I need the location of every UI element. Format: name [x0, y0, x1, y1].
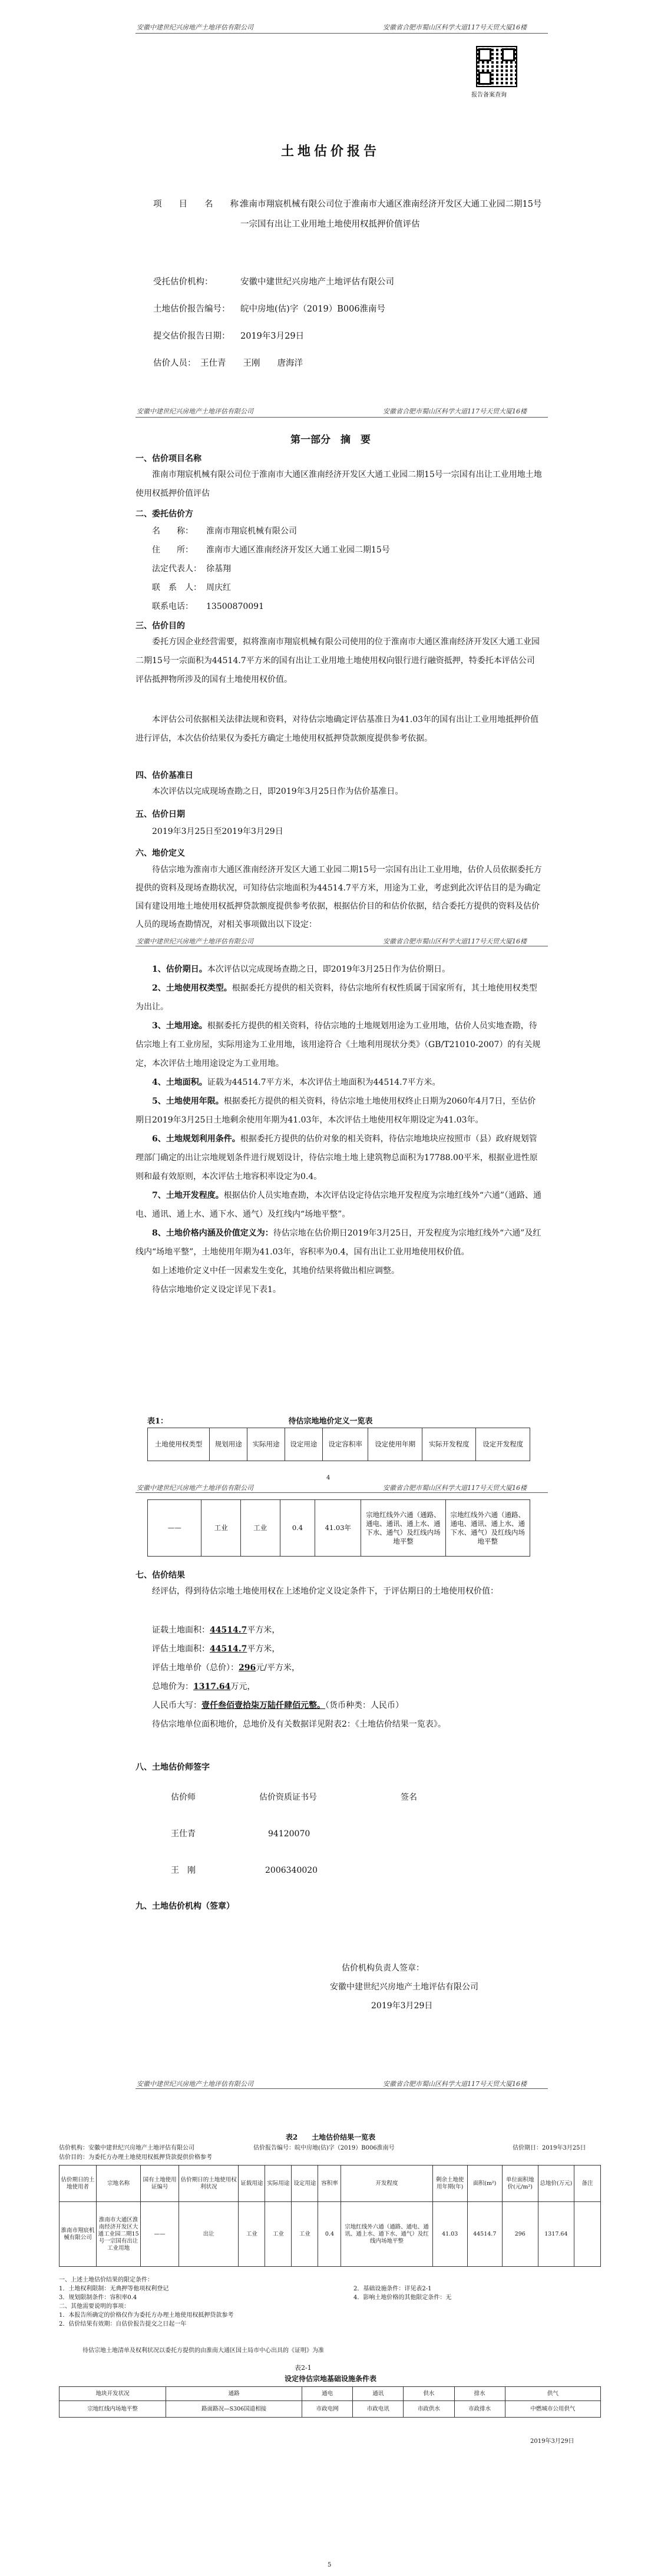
client-contact-label: 联 系 人：	[152, 583, 201, 592]
client-phone: 13500870091	[206, 602, 264, 611]
org-name: 安徽中建世纪兴房地产土地评估有限公司	[330, 1982, 478, 1992]
s7-currency-row: 人民币大写：壹仟叁佰壹拾柒万陆仟肆佰元整。（货币种类：人民币）	[152, 1701, 404, 1710]
sig-cert-1: 94120070	[268, 1829, 310, 1839]
s4-title: 四、估价基准日	[135, 771, 193, 780]
s8-title: 八、土地估价师签字	[135, 1763, 210, 1772]
s7-area-row: 证载土地面积：44514.7平方米，	[152, 1625, 280, 1635]
agency-name: 安徽中建世纪兴房地产土地评估有限公司	[240, 277, 394, 287]
client-rep: 徐基翔	[206, 564, 231, 574]
sig-name-2: 王 刚	[171, 1866, 196, 1875]
table2-notes-left: 一、上述土地估价结果的限定条件： 1．土地权利限制：无典押等他项权利登记 3．规划限制条件：容积率0.4 二、其他需要说明的事项： 1．本报告所确定的价格仅作为委托方办理土地使用权抵押贷款参考 2．估价结果有效期：自估价报告提交之日起一年	[59, 2277, 234, 2327]
client-addr: 淮南市大通区淮南经济开发区大通工业园二期15号	[206, 545, 390, 555]
header-right: 安徽省合肥市蜀山区科学大道117号天贸大厦16楼	[383, 408, 527, 415]
part-title: 第一部分 摘 要	[290, 434, 371, 446]
table2-1: 地块开发状况 通路 通电 通讯 供水 排水 供气 宗地红线内场地平整 路面路况—S306国道相接 市政电网 市政电讯 市政供水 市政排水 中燃城市公用供气	[59, 2386, 601, 2418]
list-item: 1、估价期日。本次评估以完成现场查勘之日，即2019年3月25日作为估价期日。	[152, 965, 451, 974]
sig-header-2: 估价资质证书号	[259, 1793, 317, 1802]
header-right: 安徽省合肥市蜀山区科学大道117号天贸大厦16楼	[383, 2080, 527, 2088]
project-label: 项 目 名 称：	[153, 200, 247, 209]
s7-area: 44514.7	[210, 1625, 247, 1635]
header-right: 安徽省合肥市蜀山区科学大道117号天贸大厦16楼	[383, 938, 527, 945]
sig-header-3: 签名	[401, 1793, 417, 1802]
table2-notes-right: 2．基础设施条件：详见表2-1 4．影响土地价格的其他限定条件：无	[353, 2286, 452, 2301]
page-number: 5	[328, 2562, 332, 2568]
s7-total: 1317.64	[193, 1682, 231, 1691]
table-row: 宗地红线内场地平整 路面路况—S306国道相接 市政电网 市政电讯 市政供水 市政排水 中燃城市公用供气	[60, 2401, 601, 2418]
report-title: 土地估价报告	[280, 144, 380, 159]
sig-header-1: 估价师	[171, 1793, 196, 1802]
s2-title: 二、委托估价方	[135, 509, 193, 519]
table1-title: 待估宗地地价定义一览表	[288, 1417, 373, 1426]
s7-unit-price-row: 评估土地单价（总价）：296元/平方米，	[152, 1663, 300, 1673]
table2-title: 表2 土地估价结果一览表	[285, 2133, 376, 2141]
client-phone-label: 联系电话：	[152, 602, 193, 611]
list-item: 6、土地规划利用条件。根据委托方提供的估价对象的相关资料，待估宗地地块应按照市（县）政府规划管理部门确定的出让宗地规划条件进行规划设计，待估宗地土地上建筑物总面积为17788.00平米，根据业进性原则和最有效原则，本次评估土地容积率设定为0.4。	[135, 1134, 538, 1181]
table2-org: 估价机构：安徽中建世纪兴房地产土地评估有限公司	[59, 2145, 194, 2151]
header-left: 安徽中建世纪兴房地产土地评估有限公司	[137, 938, 253, 945]
header-right: 安徽省合肥市蜀山区科学大道117号天贸大厦16楼	[383, 1484, 527, 1492]
list-item: 3、土地用途。根据委托方提供的相关资料，待估宗地的土地规划用途为工业用地，估价人员实地查勘，待估宗地上有工业房屋，实际用途为工业用地，该用途符合《土地利用现状分类》（GB/T21010-2007）的有关规定，本次评估土地用途设定为工业用地。	[135, 1021, 541, 1068]
annex-addr-note: 待估宗地土地清单及权利状况以委托方提供的由淮南大通区国土局市中心出具的《证明》为准	[82, 2347, 324, 2354]
t21-title: 设定待估宗地基础设施条件表	[284, 2375, 376, 2383]
table-header-cell: 土地使用权类型	[148, 1428, 210, 1461]
annex-date: 2019年3月29日	[530, 2438, 574, 2445]
client-name-label: 名 称：	[152, 527, 193, 536]
report-no: 皖中房地(估)字（2019）B006淮南号	[240, 304, 386, 314]
s7-title: 七、估价结果	[135, 1571, 185, 1580]
submit-date-label: 提交估价报告日期：	[153, 332, 230, 341]
s5-text: 2019年3月25日至2019年3月29日	[152, 827, 283, 836]
org-rep: 估价机构负责人签章：	[342, 1964, 424, 1973]
org-date: 2019年3月29日	[371, 2001, 433, 2011]
agency-label: 受托估价机构：	[153, 277, 213, 287]
header-left: 安徽中建世纪兴房地产土地评估有限公司	[137, 2080, 253, 2088]
s6-title: 六、地价定义	[135, 849, 185, 858]
s3-text2: 本评估公司依据相关法律法规和资料，对待估宗地确定评估基准日为41.03年的国有出让工业用地抵押价值进行评估，本次估价结果仅为委托方确定土地使用权抵押贷款额度提供参考依据。	[135, 715, 539, 743]
definition-list	[135, 960, 542, 1299]
s7-text2: 待估宗地单位面积地价，总地价及有关数据详见附表2：《土地估价结果一览表》。	[152, 1720, 446, 1729]
s9-title: 九、土地估价机构（签章）	[135, 1902, 234, 1911]
s7-currency: 壹仟叁佰壹拾柒万陆仟肆佰元整。	[201, 1701, 325, 1710]
table-header-cell: 设定容积率	[322, 1428, 368, 1461]
s6-text1: 待估宗地为淮南市大通区淮南经济开发区大通工业园二期15号一宗国有出让工业用地，估价人员依据委托方提供的资料及现场查勘状况，可知待估宗地面积为44514.7平方米，用途为工业，考虑到此次评估目的是为确定国有建设用地土地使用权抵押贷款额度提供参考依据，根据估价目的和估价依据，结合委托方提供的资料及估价人员的现场查勘情况，对相关事项做出以下设定：	[135, 865, 542, 929]
table1-caption: 表1：	[147, 1417, 168, 1426]
table-header-cell: 规划用途	[210, 1428, 247, 1461]
s7-unit-price: 296	[239, 1663, 256, 1673]
table-header-cell: 设定使用年期	[368, 1428, 422, 1461]
s6-text2: 如上述地价定义中任一因素发生变化，其地价结果将做出相应调整。	[152, 1266, 399, 1276]
list-item: 4、土地面积。证载为44514.7平方米，本次评估土地面积为44514.7平方米。	[152, 1078, 441, 1087]
s4-text: 本次评估以完成现场查勘之日，即2019年3月25日作为估价基准日。	[152, 787, 404, 796]
s5-title: 五、估价日期	[135, 810, 185, 819]
appraisers-label: 估价人员：	[153, 359, 196, 368]
s3-title: 三、估价目的	[135, 621, 185, 631]
header-left: 安徽中建世纪兴房地产土地评估有限公司	[137, 24, 253, 31]
client-contact: 周庆红	[206, 583, 231, 592]
s1-text: 淮南市翔宸机械有限公司位于淮南市大通区淮南经济开发区大通工业园二期15号一宗国有出让工业用地土地使用权抵押价值评估	[135, 470, 542, 498]
table-header-cell: 实际开发程度	[422, 1428, 476, 1461]
list-item: 8、土地价格内涵及价值定义为：待估宗地在估价期日2019年3月25日，开发程度为宗地红线外“六通”及红线内“场地平整”，土地使用年期为41.03年，容积率为0.4，国有出让工业用地使用权价值。	[135, 1229, 541, 1257]
client-rep-label: 法定代表人：	[152, 564, 201, 574]
s7-eval-area-row: 评估土地面积：44514.7平方米，	[152, 1644, 280, 1654]
table-header-cell: 设定用途	[285, 1428, 322, 1461]
sig-cert-2: 2006340020	[265, 1866, 318, 1875]
header-left: 安徽中建世纪兴房地产土地评估有限公司	[137, 408, 253, 415]
s7-text1: 经评估，得到待估宗地土地使用权在上述地价定义设定条件下，于评估期日的土地使用权价值：	[152, 1587, 498, 1596]
appraisers: 王仕青 王刚 唐海洋	[200, 359, 303, 368]
table-row: 淮南市翔宸机械有限公司 淮南市大通区淮南经济开发区大通工业园二期15号一宗国有出让工业用地 —— 出让 工业 工业 工业 0.4 宗地红线外六通（通路、通电、通讯、通上水、通下水、通气）及红线内场地平整 41.03 44514.7 296 1317.64	[60, 2202, 601, 2267]
table-header-cell: 设定开发程度	[476, 1428, 530, 1461]
list-item: 7、土地开发程度。根据估价人员实地查勘，本次评估设定待估宗地开发程度为宗地红线外“六通”（通路、通电、通讯、通上水、通下水、通气）及红线内“场地平整”。	[135, 1191, 542, 1219]
report-no-label: 土地估价报告编号：	[153, 304, 230, 314]
s1-title: 一、估价项目名称	[135, 454, 201, 463]
table-cell: 出让	[179, 2202, 239, 2267]
project-name: 淮南市翔宸机械有限公司位于淮南市大通区淮南经济开发区大通工业园二期15号一宗国有出让工业用地土地使用权抵押价值评估	[240, 200, 542, 229]
s3-text1: 委托方因企业经营需要，拟将淮南市翔宸机械有限公司使用的位于淮南市大通区淮南经济开发区大通工业园二期15号一宗面积为44514.7平方米的国有出让工业用地土地使用权向银行进行融资抵押，特委托本评估公司评估抵押物所涉及的国有土地使用权价值。	[135, 637, 540, 684]
qr-code-icon[interactable]	[476, 46, 517, 87]
s6-text3: 待估宗地地价定义设定详见下表1。	[152, 1285, 281, 1294]
header-left: 安徽中建世纪兴房地产土地评估有限公司	[137, 1484, 253, 1492]
table1-body	[147, 1499, 530, 1557]
header-right: 安徽省合肥市蜀山区科学大道117号天贸大厦16楼	[383, 24, 527, 31]
client-addr-label: 住 所：	[152, 545, 193, 555]
table2-report-no: 估价报告编号：皖中房地(估)字（2019）B006淮南号	[253, 2145, 395, 2151]
s7-total-row: 总地价为：1317.64万元，	[152, 1682, 256, 1691]
submit-date: 2019年3月29日	[240, 332, 305, 341]
s7-eval-area: 44514.7	[210, 1644, 247, 1654]
sig-name-1: 王仕青	[171, 1829, 196, 1839]
qr-caption: 报告备案查询	[471, 92, 507, 98]
table1-header	[147, 1428, 530, 1461]
client-name: 淮南市翔宸机械有限公司	[206, 527, 297, 536]
table2: 估价期日的土地使用者 宗地名称 国有土地使用证编号 估价期日的土地使用权利状况 证载用途 实际用途 设定用途 容积率 开发程度 剩余土地使用年期(年) 面积(m²) 单位面积地价(元/m²) 总地价(万元) 备注 淮南市翔宸机械有限公司 淮南市大通区淮南经济开发区大通工业园二期15号一宗国有出让工业用地 —— 出让 工业 工业 工业 0.4 宗地红线外六通（通路、通电、通讯、通上水、通下水、通气）及红线内场地平整 41.03 44514.7 296 1317.64	[59, 2165, 601, 2267]
table2-date: 估价期日：2019年3月25日	[513, 2145, 586, 2151]
table-row: —— 工业 工业 0.4 41.03年 宗地红线外六通（通路、通电、通讯、通上水、通下水、通气）及红线内场地平整 宗地红线外六通（通路、通电、通讯、通上水、通下水、通气）及红线内场地平整	[148, 1500, 530, 1557]
table-header-cell: 实际用途	[247, 1428, 285, 1461]
list-item: 5、土地使用年限。根据委托方提供的相关资料，待估宗地土地使用权终止日期为2060年4月7日，至估价期日2019年3月25日土地剩余使用年期为41.03年，本次评估土地使用权年期设定为41.03年。	[135, 1097, 536, 1125]
list-item: 2、土地使用权类型。根据委托方提供的相关资料，待估宗地所有权性质属于国家所有，其土地使用权类型为出让。	[135, 984, 537, 1012]
table2-purpose: 估价目的：为委托方办理土地使用权抵押贷款提供价格参考	[59, 2154, 212, 2161]
t21-caption: 表2-1	[295, 2364, 312, 2372]
